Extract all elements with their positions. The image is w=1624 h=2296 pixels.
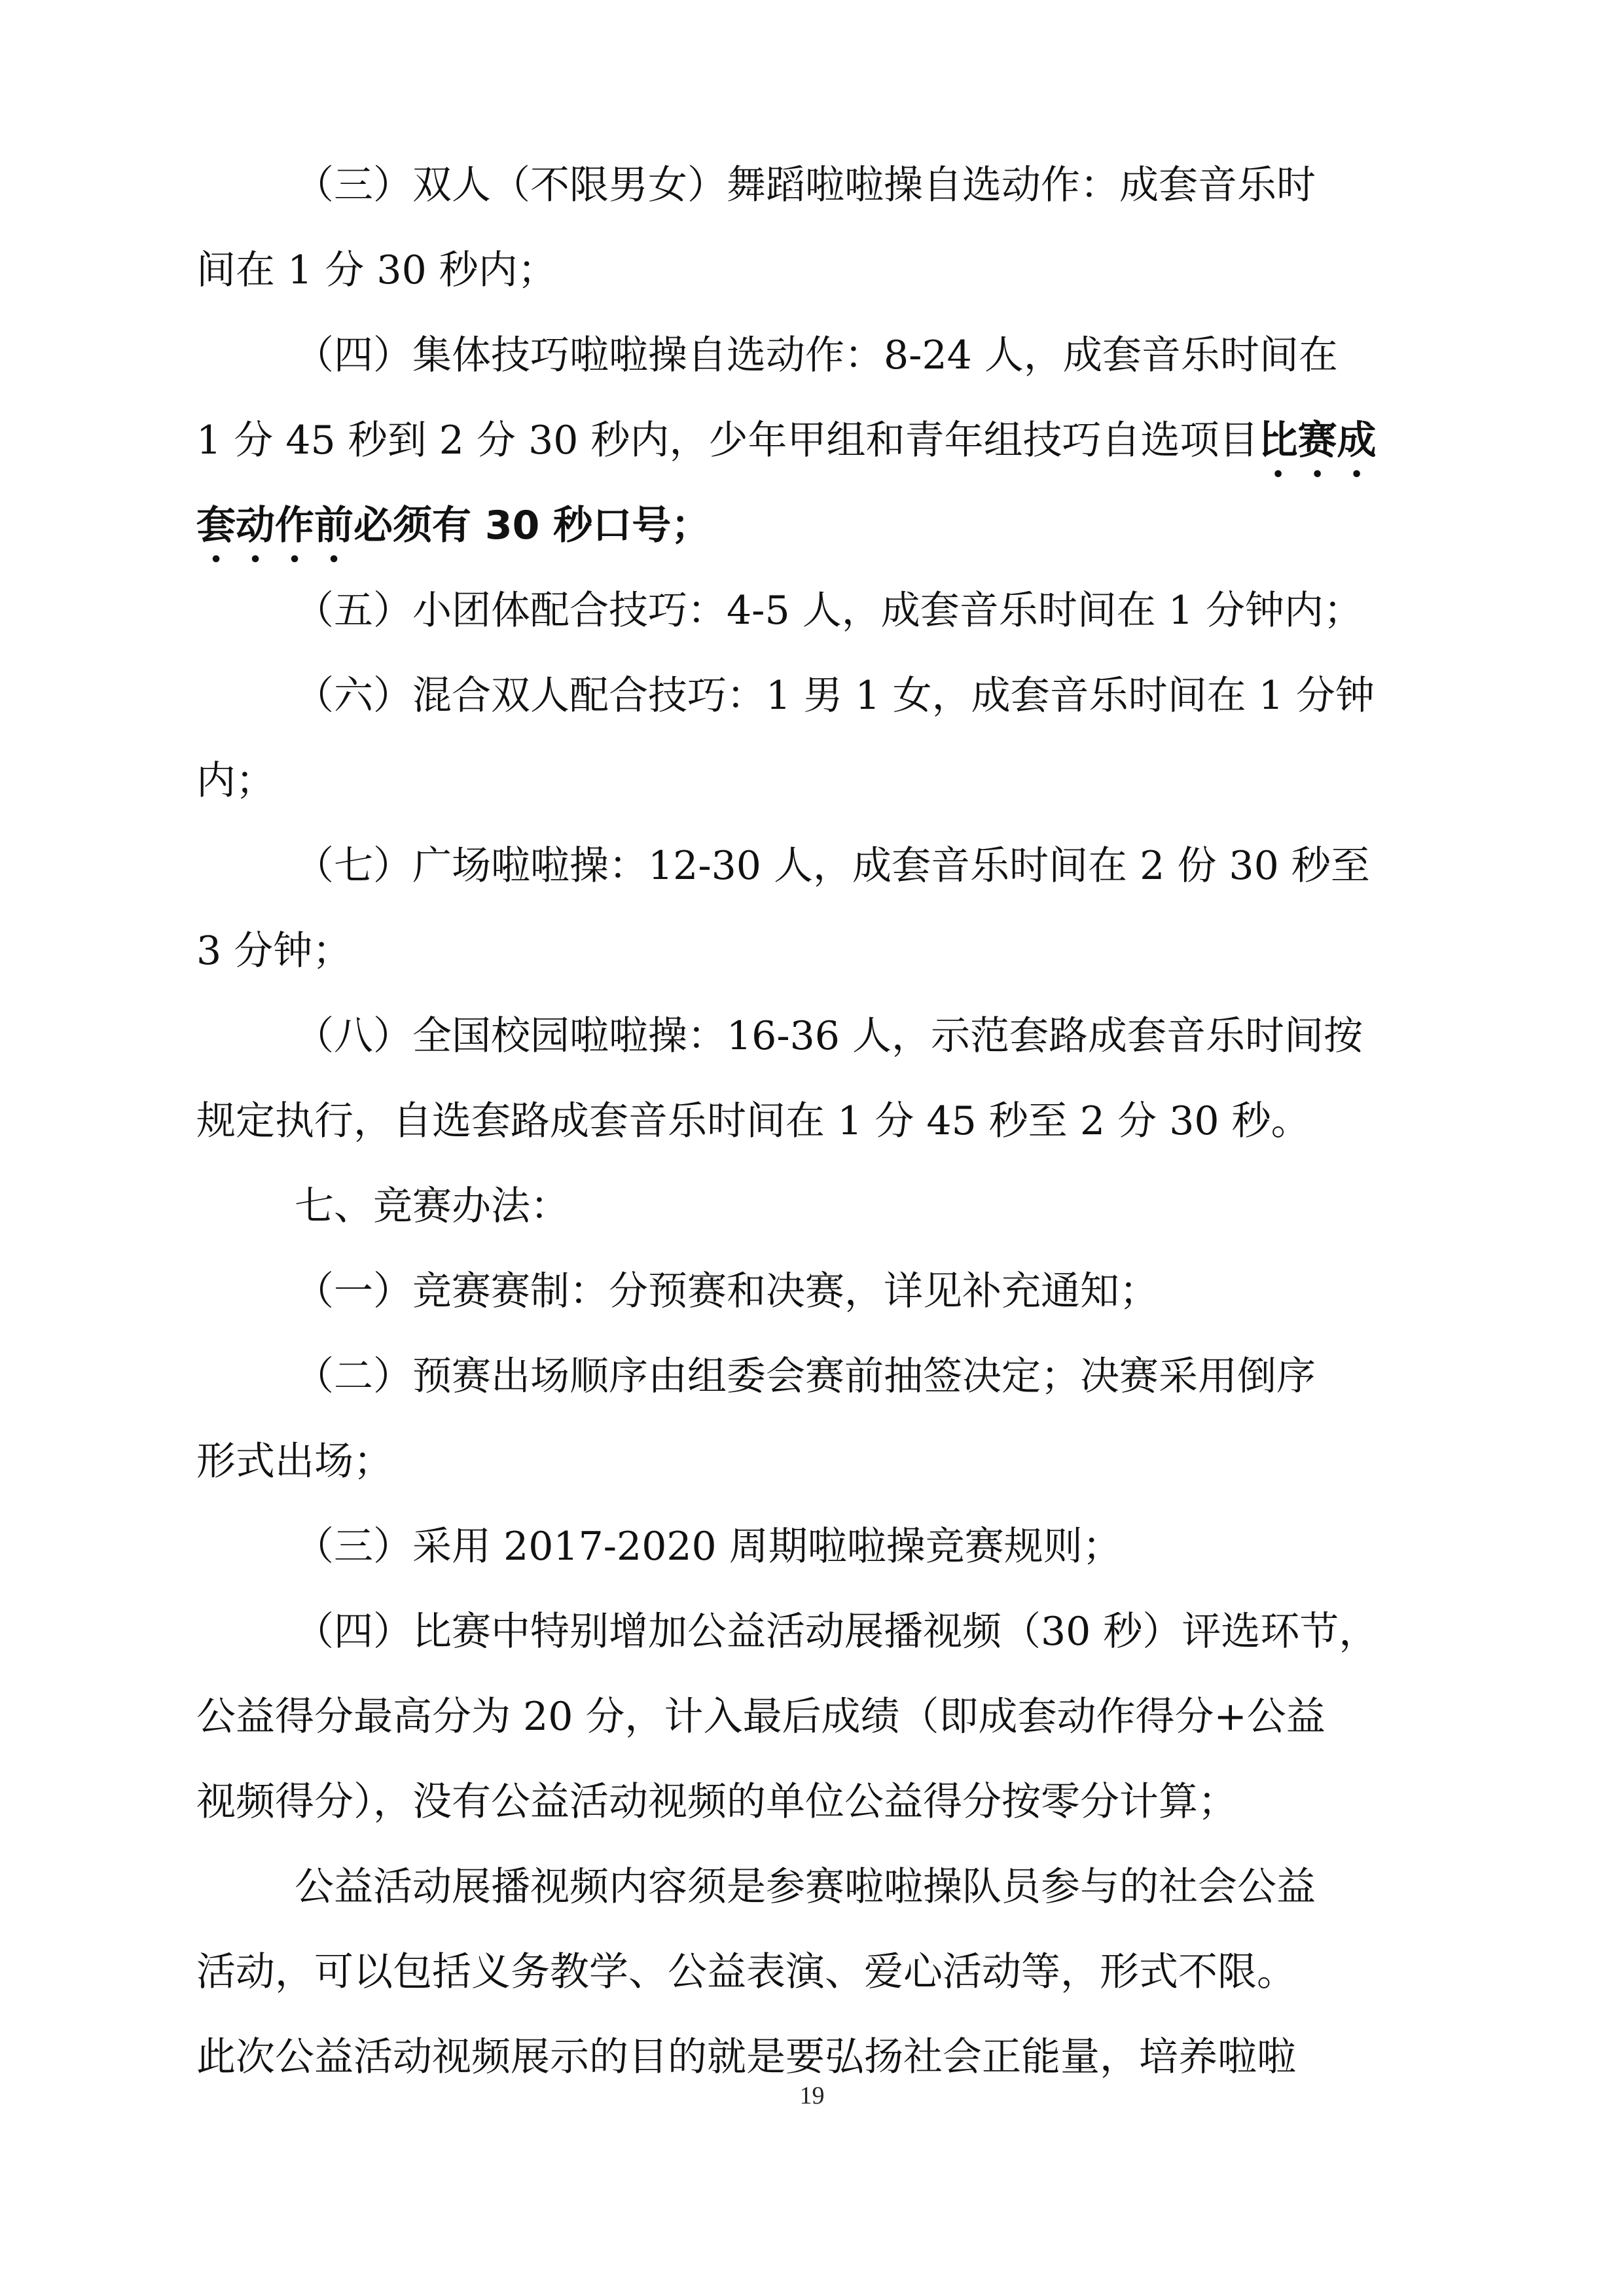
page-number: 19	[799, 2082, 825, 2109]
emphasized-text: 套动作前	[196, 503, 353, 548]
paragraph-line: 间在 1 分 30 秒内；	[196, 247, 557, 293]
paragraph-line: （三）采用 2017-2020 周期啦啦操竞赛规则；	[295, 1524, 1122, 1570]
bold-text: 必须有 30 秒口号；	[353, 503, 711, 548]
paragraph-line: 3 分钟；	[196, 928, 352, 974]
paragraph-line: （五）小团体配合技巧：4-5 人，成套音乐时间在 1 分钟内；	[295, 588, 1363, 634]
emphasized-text: 比赛成	[1258, 418, 1377, 463]
paragraph-line: （二）预赛出场顺序由组委会赛前抽签决定；决赛采用倒序	[295, 1354, 1316, 1399]
paragraph-line: （四）比赛中特别增加公益活动展播视频（30 秒）评选环节，	[295, 1609, 1379, 1655]
document-body	[196, 143, 1420, 2100]
section-heading: 七、竞赛办法：	[295, 1183, 569, 1229]
paragraph-line: （七）广场啦啦操：12-30 人，成套音乐时间在 2 份 30 秒至	[295, 843, 1370, 889]
paragraph-line: 此次公益活动视频展示的目的就是要弘扬社会正能量，培养啦啦	[196, 2034, 1296, 2080]
paragraph-line: （八）全国校园啦啦操：16-36 人，示范套路成套音乐时间按	[295, 1013, 1363, 1059]
paragraph-line: （三）双人（不限男女）舞蹈啦啦操自选动作：成套音乐时	[295, 162, 1316, 208]
paragraph-line: 规定执行，自选套路成套音乐时间在 1 分 45 秒至 2 分 30 秒。	[196, 1098, 1310, 1144]
paragraph-line: 形式出场；	[196, 1439, 393, 1484]
paragraph-line: （六）混合双人配合技巧：1 男 1 女，成套音乐时间在 1 分钟	[295, 673, 1375, 719]
paragraph-line: （一）竞赛赛制：分预赛和决赛，详见补充通知；	[295, 1268, 1159, 1314]
text-run: 1 分 45 秒到 2 分 30 秒内，少年甲组和青年组技巧自选项目	[196, 418, 1259, 463]
paragraph-line: 视频得分），没有公益活动视频的单位公益得分按零分计算；	[196, 1779, 1237, 1825]
paragraph-line: 内；	[196, 758, 275, 804]
paragraph-line: 公益活动展播视频内容须是参赛啦啦操队员参与的社会公益	[295, 1864, 1316, 1910]
paragraph-line	[196, 398, 1420, 483]
paragraph-line: 活动，可以包括义务教学、公益表演、爱心活动等，形式不限。	[196, 1949, 1296, 1995]
paragraph-line: 公益得分最高分为 20 分，计入最后成绩（即成套动作得分+公益	[196, 1694, 1326, 1740]
emphasized-line	[196, 483, 1420, 568]
paragraph-line: （四）集体技巧啦啦操自选动作：8-24 人，成套音乐时间在	[295, 332, 1338, 378]
